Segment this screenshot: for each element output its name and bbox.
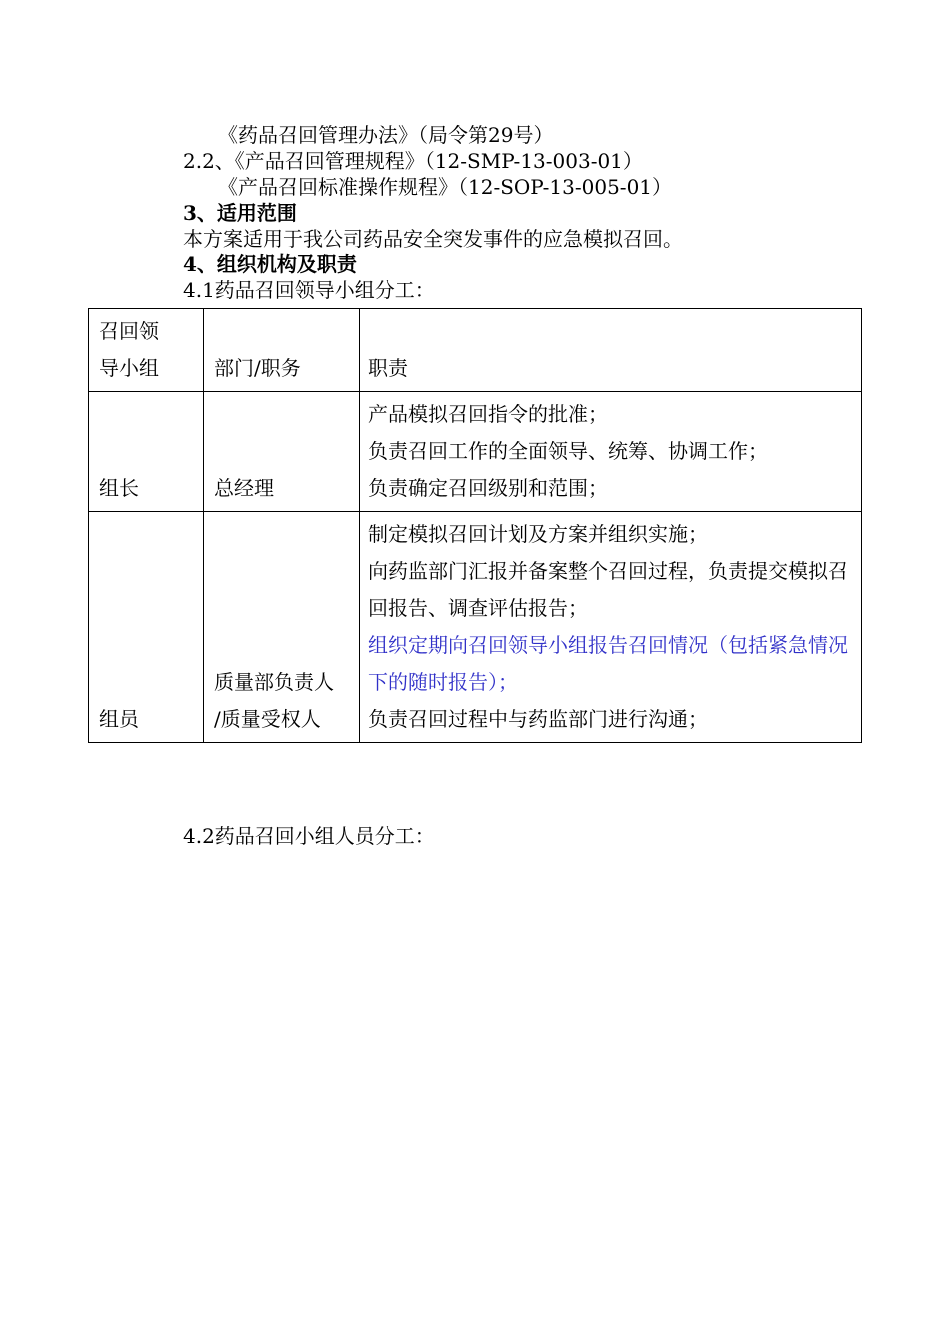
duty-cell — [360, 392, 862, 512]
section-4-1-title: 4.1药品召回领导小组分工： — [183, 278, 435, 302]
role-label: 组员 — [99, 707, 139, 731]
section-4-2-title: 4.2药品召回小组人员分工： — [183, 824, 435, 848]
section-3-heading: 3、适用范围 — [183, 201, 297, 225]
dept-label: 总经理 — [214, 476, 274, 500]
duty-item-highlighted: 组织定期向召回领导小组报告召回情况（包括紧急情况下的随时报告）； — [368, 633, 848, 694]
header-group-cell — [89, 309, 204, 392]
dept-label-line-2: /质量受权人 — [214, 707, 321, 731]
header-dept-cell — [204, 309, 360, 392]
duty-item: 向药监部门汇报并备案整个召回过程，负责提交模拟召回报告、调查评估报告； — [368, 559, 848, 620]
role-label: 组长 — [99, 476, 139, 500]
dept-cell — [204, 392, 360, 512]
role-cell — [89, 392, 204, 512]
duty-item: 产品模拟召回指令的批准； — [368, 402, 608, 426]
duty-item: 负责召回过程中与药监部门进行沟通； — [368, 707, 708, 731]
ref-line-3: 《产品召回标准操作规程》（12-SOP-13-005-01） — [218, 175, 673, 199]
dept-cell — [204, 512, 360, 743]
role-cell — [89, 512, 204, 743]
dept-label-line-1: 质量部负责人 — [214, 670, 334, 694]
duty-item: 负责召回工作的全面领导、统筹、协调工作； — [368, 439, 768, 463]
duty-item: 制定模拟召回计划及方案并组织实施； — [368, 522, 708, 546]
header-group-line-2: 导小组 — [99, 356, 159, 380]
ref-line-2: 2.2、《产品召回管理规程》（12-SMP-13-003-01） — [183, 149, 643, 173]
header-dept-label: 部门/职务 — [214, 356, 301, 380]
duty-cell — [360, 512, 862, 743]
table-row — [89, 512, 862, 743]
header-duty-cell — [360, 309, 862, 392]
section-4-heading: 4、组织机构及职责 — [183, 252, 357, 276]
section-3-body: 本方案适用于我公司药品安全突发事件的应急模拟召回。 — [183, 227, 683, 251]
ref-line-1: 《药品召回管理办法》（局令第29号） — [218, 123, 554, 147]
table-row — [89, 392, 862, 512]
header-group-line-1: 召回领 — [99, 319, 159, 343]
header-duty-label: 职责 — [368, 356, 408, 380]
table-header-row — [89, 309, 862, 392]
duty-item: 负责确定召回级别和范围； — [368, 476, 608, 500]
recall-leadership-table — [88, 308, 862, 743]
